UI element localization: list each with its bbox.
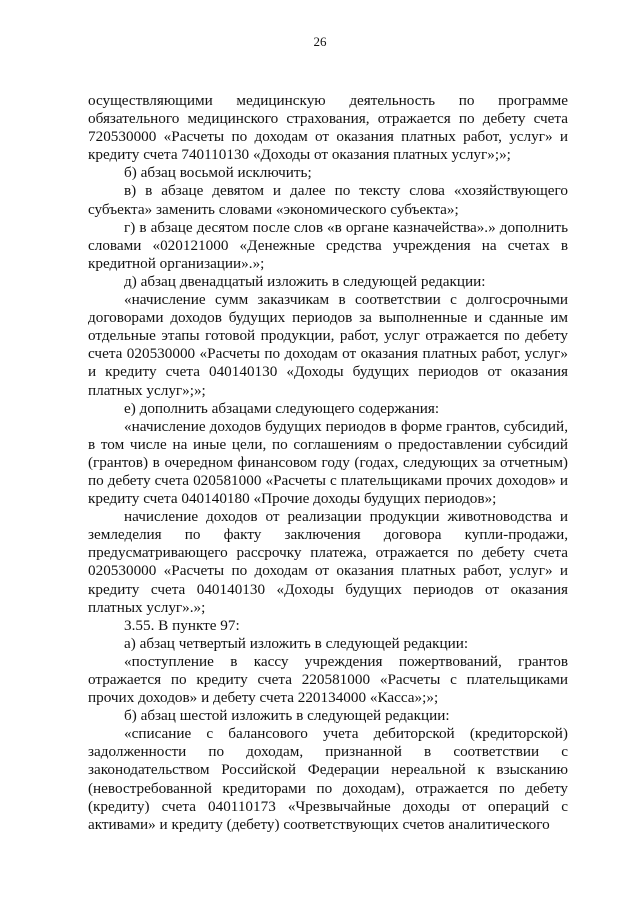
- paragraph: г) в абзаце десятом после слов «в органе казначейства».» дополнить словами «020121000 «Денежные средства учреждения на счетах в кредитной организации».»;: [88, 218, 568, 272]
- paragraph: «начисление сумм заказчикам в соответствии с долгосрочными договорами доходов будущих периодов за выполненные и сданные им отдельные этапы готовой продукции, работ, услуг отражается по дебету счета 020530000 «Расчеты по доходам от оказания платных работ, услуг» и кредиту счета 040140130 «Доходы будущих периодов от оказания платных услуг»;»;: [88, 291, 568, 399]
- document-body: [88, 92, 568, 834]
- page-number: 26: [313, 34, 327, 49]
- paragraph: б) абзац шестой изложить в следующей редакции:: [124, 707, 450, 725]
- paragraph: начисление доходов от реализации продукции животноводства и земледелия по факту заключения договора купли-продажи, предусматривающего рассрочку платежа, отражается по дебету счета 020530000 «Расчеты по доходам от оказания платных работ, услуг» и кредиту счета 040140130 «Доходы будущих периодов от оказания платных услуг».»;: [88, 508, 568, 616]
- paragraph: «поступление в кассу учреждения пожертвований, грантов отражается по кредиту счета 220581000 «Расчеты с плательщиками прочих доходов» и дебету счета 220134000 «Касса»;»;: [88, 652, 568, 707]
- paragraph: е) дополнить абзацами следующего содержания:: [124, 399, 440, 417]
- paragraph: «списание с балансового учета дебиторской (кредиторской) задолженности по доходам, признанной в соответствии с законодательством Российской Федерации нереальной к взысканию (невостребованной кредиторами по доходам), отражается по дебету (кредиту) счета 040110173 «Чрезвычайные доходы от операций с активами» и кредиту (дебету) соответствующих счетов аналитического: [88, 725, 568, 833]
- paragraph: «начисление доходов будущих периодов в форме грантов, субсидий, в том числе на иные цели, по соглашениям о предоставлении субсидий (грантов) в очередном финансовом году (годах, следующих за отчетным) по дебету счета 020581000 «Расчеты с плательщиками прочих доходов» и кредиту счета 040140180 «Прочие доходы будущих периодов»;: [88, 417, 568, 508]
- paragraph: 3.55. В пункте 97:: [124, 616, 240, 634]
- paragraph: д) абзац двенадцатый изложить в следующей редакции:: [124, 272, 486, 290]
- paragraph: осуществляющими медицинскую деятельность по программе обязательного медицинского страхования, отражается по дебету счета 720530000 «Расчеты по доходам от оказания платных работ, услуг» и кредиту счета 740110130 «Доходы от оказания платных услуг»;»;: [88, 92, 568, 164]
- paragraph: а) абзац четвертый изложить в следующей редакции:: [124, 634, 469, 652]
- paragraph: в) в абзаце девятом и далее по тексту слова «хозяйствующего субъекта» заменить словами «экономического субъекта»;: [88, 182, 568, 218]
- paragraph: б) абзац восьмой исключить;: [124, 164, 312, 182]
